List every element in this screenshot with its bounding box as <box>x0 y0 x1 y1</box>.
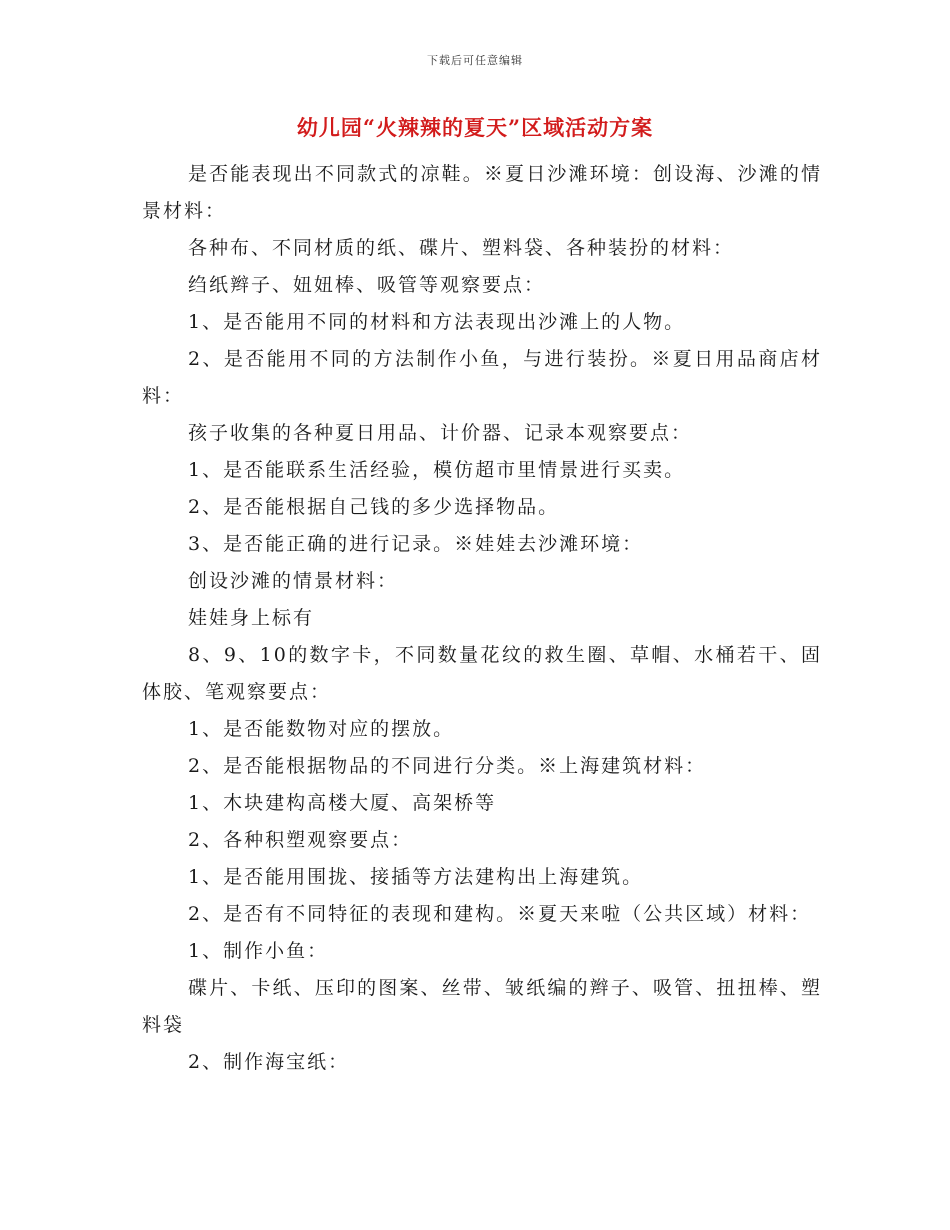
paragraph: 碟片、卡纸、压印的图案、丝带、皱纸编的辫子、吸管、扭扭棒、塑料袋 <box>142 977 822 1036</box>
paragraph: 2、各种积塑观察要点： <box>188 829 413 851</box>
paragraph: 1、是否能数物对应的摆放。 <box>188 718 455 740</box>
paragraph: 2、是否能根据物品的不同进行分类。※上海建筑材料： <box>188 755 707 777</box>
document-title: 幼儿园“火辣辣的夏天”区域活动方案 <box>296 115 654 140</box>
paragraph: 8、9、10的数字卡，不同数量花纹的救生圈、草帽、水桶若干、固体胶、笔观察要点： <box>142 644 822 703</box>
paragraph: 1、制作小鱼： <box>188 940 329 962</box>
paragraph: 3、是否能正确的进行记录。※娃娃去沙滩环境： <box>188 533 644 555</box>
paragraph: 2、是否能根据自己钱的多少选择物品。 <box>188 496 560 518</box>
header-note: 下载后可任意编辑 <box>427 54 523 67</box>
paragraph: 1、是否能联系生活经验，模仿超市里情景进行买卖。 <box>188 459 686 481</box>
paragraph: 各种布、不同材质的纸、碟片、塑料袋、各种装扮的材料： <box>188 237 735 259</box>
document-body <box>142 156 822 1081</box>
paragraph: 创设沙滩的情景材料： <box>188 570 399 592</box>
paragraph: 2、是否能用不同的方法制作小鱼，与进行装扮。※夏日用品商店材料： <box>142 348 822 407</box>
paragraph: 是否能表现出不同款式的凉鞋。※夏日沙滩环境：创设海、沙滩的情景材料： <box>142 163 822 222</box>
paragraph: 绉纸辫子、妞妞棒、吸管等观察要点： <box>188 274 546 296</box>
paragraph: 2、制作海宝纸： <box>188 1051 350 1073</box>
paragraph: 1、是否能用不同的材料和方法表现出沙滩上的人物。 <box>188 311 686 333</box>
paragraph: 孩子收集的各种夏日用品、计价器、记录本观察要点： <box>188 422 693 444</box>
paragraph: 1、是否能用围拢、接插等方法建构出上海建筑。 <box>188 866 644 888</box>
paragraph: 娃娃身上标有 <box>188 607 315 629</box>
paragraph: 2、是否有不同特征的表现和建构。※夏天来啦（公共区域）材料： <box>188 903 812 925</box>
paragraph: 1、木块建构高楼大厦、高架桥等 <box>188 792 497 814</box>
